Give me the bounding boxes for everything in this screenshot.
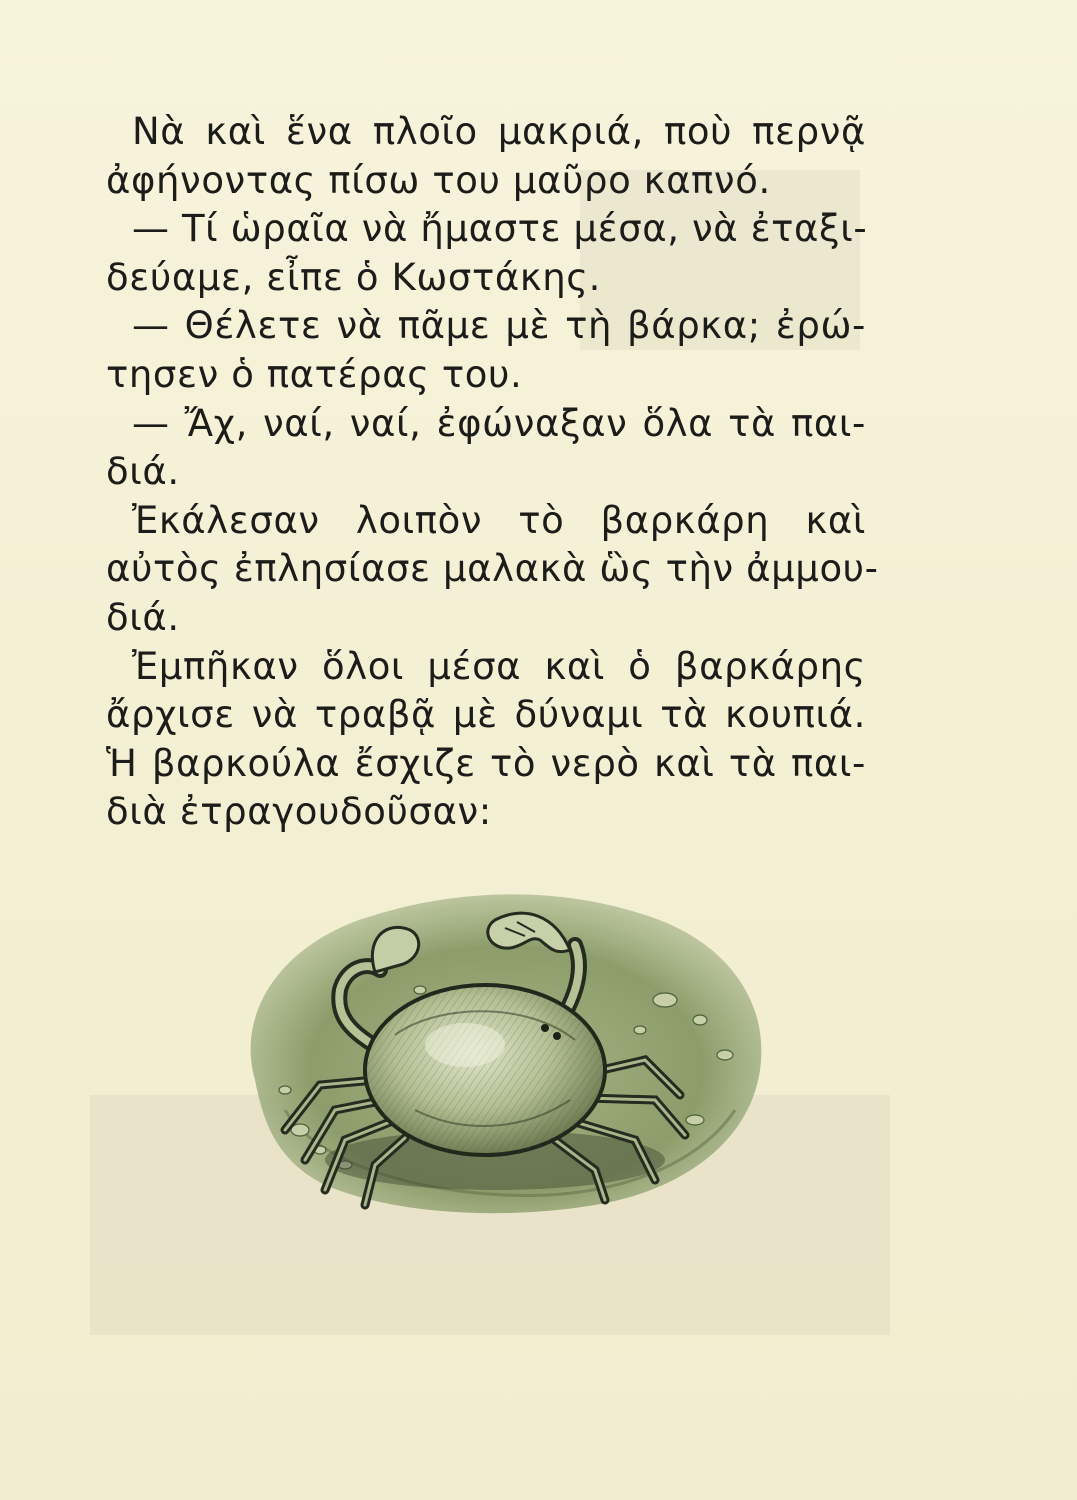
text-line: Νὰ καὶ ἕνα πλοῖο μακριά, ποὺ περνᾷ bbox=[132, 110, 866, 153]
text-line: Ἡ βαρκούλα ἔσχιζε τὸ νερὸ καὶ τὰ παι- bbox=[106, 741, 866, 785]
text-line: — Ἄχ, ναί, ναί, ἐφώναξαν ὅλα τὰ παι- bbox=[132, 401, 866, 445]
text-line: Ἐκάλεσαν λοιπὸν τὸ βαρκάρη καὶ bbox=[132, 498, 866, 542]
text-line: διά. bbox=[106, 450, 180, 494]
text-line: δεύαμε, εἶπε ὁ Κωστάκης. bbox=[106, 255, 601, 299]
text-line: ἀφήνοντας πίσω του μαῦρο καπνό. bbox=[106, 158, 771, 202]
text-line: ἄρχισε νὰ τραβᾷ μὲ δύναμι τὰ κουπιά. bbox=[106, 693, 866, 737]
text-line: τησεν ὁ πατέρας του. bbox=[106, 352, 523, 396]
text-line: Ἐμπῆκαν ὅλοι μέσα καὶ ὁ βαρκάρης bbox=[132, 644, 866, 688]
text-line: — Τί ὡραῖα νὰ ἤμαστε μέσα, νὰ ἐταξι- bbox=[132, 207, 868, 251]
text-line: διὰ ἐτραγουδοῦσαν: bbox=[106, 790, 492, 834]
text-line: αὐτὸς ἐπλησίασε μαλακὰ ὣς τὴν ἀμμου- bbox=[106, 547, 879, 591]
body-text bbox=[106, 108, 879, 837]
crab-icon bbox=[225, 860, 775, 1220]
crab-illustration bbox=[225, 860, 775, 1220]
text-line: διά. bbox=[106, 595, 180, 639]
text-line: — Θέλετε νὰ πᾶμε μὲ τὴ βάρκα; ἐρώ- bbox=[132, 304, 866, 348]
